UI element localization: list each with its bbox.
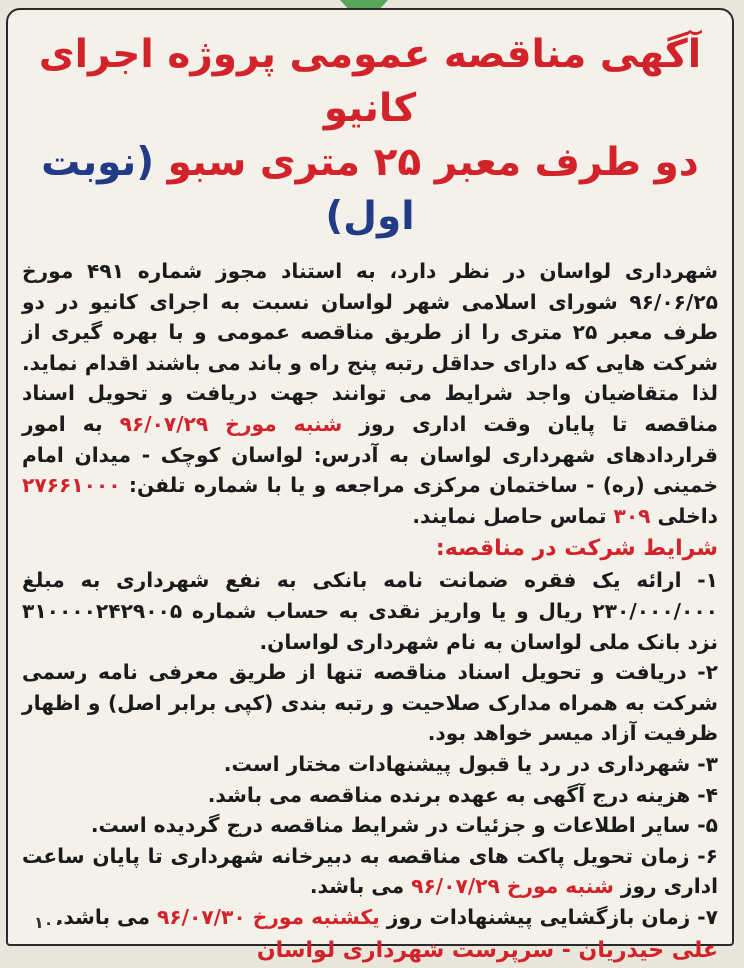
footer-number: ۱۰۰ bbox=[34, 913, 64, 932]
condition-7-date: یکشنبه مورخ ۹۶/۰۷/۳۰ bbox=[157, 904, 380, 929]
signature: علی حیدریان - سرپرست شهرداری لواسان bbox=[256, 938, 718, 964]
notice-content bbox=[22, 28, 718, 968]
condition-6-text: ۶- زمان تحویل پاکت های مناقصه به دبیرخانه شهرداری تا پایان ساعت اداری روز bbox=[22, 843, 718, 899]
title-line-1: آگهی مناقصه عمومی پروژه اجرای کانیو bbox=[38, 32, 702, 131]
phone-number: ۲۷۶۶۱۰۰۰ bbox=[22, 473, 121, 498]
title-badge: (نوبت اول) bbox=[41, 140, 415, 239]
condition-6-end: می باشد. bbox=[309, 874, 405, 899]
condition-item-6 bbox=[22, 841, 718, 902]
intro-text-c: داخلی bbox=[657, 503, 718, 528]
condition-item-5: ۵- سایر اطلاعات و جزئیات در شرایط مناقصه درج گردیده است. bbox=[90, 813, 718, 838]
condition-item-2: ۲- دریافت و تحویل اسناد مناقصه تنها از طریق معرفی نامه رسمی شرکت به همراه مدارک صلاحیت و رتبه بندی (کپی برابر اصل) و اظهار ظرفیت آزاد میسر خواهد بود. bbox=[22, 660, 718, 746]
title-line-2: دو طرف معبر ۲۵ متری سبو bbox=[167, 140, 699, 185]
condition-7-text: ۷- زمان بازگشایی پیشنهادات روز bbox=[386, 904, 718, 929]
condition-item-7 bbox=[22, 902, 718, 933]
condition-item-3: ۳- شهرداری در رد یا قبول پیشنهادات مختار است. bbox=[223, 751, 718, 776]
intro-text-b: به امور قراردادهای شهرداری لواسان به آدرس: لواسان کوچک - میدان امام خمینی (ره) - ساختمان مرکزی مراجعه و یا با شماره تلفن: bbox=[22, 411, 718, 498]
condition-7-end: می باشد. bbox=[55, 904, 150, 929]
intro-text-d: تماس حاصل نمایند. bbox=[412, 503, 607, 528]
notice-title bbox=[22, 28, 718, 244]
condition-item-4: ۴- هزینه درج آگهی به عهده برنده مناقصه می باشد. bbox=[207, 782, 718, 807]
phone-extension: ۳۰۹ bbox=[613, 503, 651, 528]
notice-frame bbox=[6, 8, 734, 964]
deadline-date: شنبه مورخ ۹۶/۰۷/۲۹ bbox=[119, 411, 343, 436]
condition-item-1: ۱- ارائه یک فقره ضمانت نامه بانکی به نفع شهرداری به مبلغ ۲۳۰/۰۰۰/۰۰۰ ریال و یا واریز نقدی به حساب شماره ۳۱۰۰۰۰۲۴۲۹۰۰۵ نزد بانک ملی لواسان به نام شهرداری لواسان. bbox=[22, 568, 718, 654]
conditions-heading: شرایط شرکت در مناقصه: bbox=[435, 536, 718, 562]
intro-paragraph bbox=[22, 256, 718, 531]
condition-6-date: شنبه مورخ ۹۶/۰۷/۲۹ bbox=[411, 874, 614, 899]
intro-text: شهرداری لواسان در نظر دارد، به استناد مجوز شماره ۴۹۱ مورخ ۹۶/۰۶/۲۵ شورای اسلامی شهر لواسان نسبت به اجرای کانیو در دو طرف معبر ۲۵ متری را از طریق مناقصه عمومی و با بهره گیری از شرکت هایی که دارای حداقل رتبه پنج راه و باند می باشند اقدام نماید. لذا متقاضیان واجد شرایط می توانند جهت دریافت و تحویل اسناد مناقصه تا پایان وقت اداری روز bbox=[22, 259, 718, 436]
